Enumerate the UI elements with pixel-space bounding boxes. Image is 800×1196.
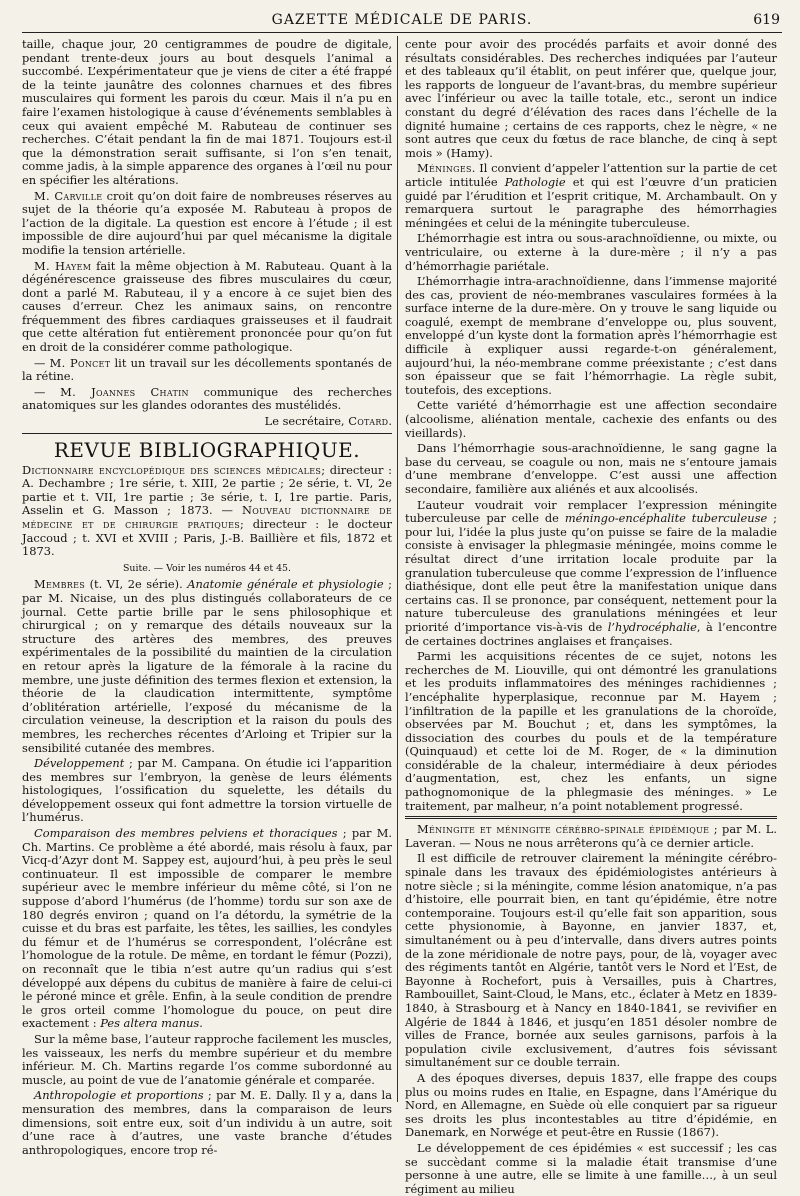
- speaker-name: M. Carville: [34, 188, 103, 203]
- entry-subheading: Comparaison des membres pelviens et thoraciques: [34, 826, 338, 841]
- column-divider: [397, 36, 398, 1102]
- paragraph: Sur la même base, l’auteur rapproche facilement les muscles, les vaisseaux, les nerfs du membre supérieur et du membre inférieur. M. Ch. Martins regarde l’os comme subordonné au muscle, au point de vue de l’anatomie générale et comparée.: [22, 1031, 392, 1087]
- paragraph: L’hémorrhagie est intra ou sous-arachnoïdienne, ou mixte, ou ventriculaire, ou externe à la dure-mère ; il n’y a pas d’hémorrhagie pariétale.: [405, 231, 777, 273]
- paragraph-text: croit qu’on doit faire de nombreuses réserves au sujet de la théorie qu’a exposée M. Rabuteau à propos de l’action de la digitale. La question est encore à l’étude ; il est impossible de dire aujourd’hui par quel mécanisme la digitale modifie la tension artérielle.: [22, 188, 393, 257]
- dash: —: [34, 355, 50, 370]
- paragraph-text: lit un travail sur les décollements spontanés de la rétine.: [22, 355, 393, 384]
- paragraph-text: ; par M. Campana. On étudie ici l’apparition des membres sur l’embryon, la genèse de leurs éléments histologiques, l’ossification du squelette, les détails du développement osseux qui font admettre la torsion virtuelle de l’humérus.: [22, 756, 392, 825]
- emphasis: méningo-encéphalite tuberculeuse: [564, 511, 768, 526]
- entry-heading: Méningite et méningite cérébro-spinale épidémique: [417, 822, 710, 837]
- paragraph: [22, 260, 392, 355]
- paragraph: [405, 823, 777, 850]
- signature: [22, 415, 392, 429]
- journal-title: GAZETTE MÉDICALE DE PARIS.: [271, 12, 533, 28]
- paragraph: [22, 1089, 392, 1157]
- paragraph: Cette variété d’hémorrhagie est une affection secondaire (alcoolisme, aliénation mentale, cachexie des enfants ou des vieillards).: [405, 398, 777, 440]
- paragraph: Le développement de ces épidémies « est successif ; les cas se succèdant comme si la maladie était transmise d’une personne à une autre, elle se limite à une famille…, à un seul régiment au milieu: [405, 1140, 777, 1196]
- speaker-name: M. Poncet: [49, 355, 111, 370]
- entry-heading: Méninges: [417, 161, 472, 176]
- paragraph: Dans l’hémorrhagie sous-arachnoïdienne, le sang gagne la base du cerveau, se coagule ou non, mais ne s’entoure jamais d’une membrane d’enveloppe. C’est aussi une affection secondaire, familière aux aliénés et aux alcoolisés.: [405, 441, 777, 496]
- paragraph-text: , à l’encontre de certaines doctrines anglaises et françaises.: [405, 619, 777, 648]
- continuation-note: Suite. — Voir les numéros 44 et 45.: [123, 562, 291, 574]
- entry-subheading: Anatomie générale et physiologie: [187, 577, 384, 592]
- paragraph-text: ; pour lui, l’idée la plus juste qu’on puisse se faire de la maladie consiste à envisager la phlegmasie méningée, moins comme le résultat direct d’une irritation locale produite par la granulation tuberculeuse que comme l’expression de l’influence diathésique, dont elle peut être la manifestation unique dans certains cas. Il se prononce, par conséquent, nettement pour la nature tuberculeuse des granulations méningées et leur priorité d’importance vis-à-vis de: [405, 511, 777, 634]
- paragraph: Parmi les acquisitions récentes de ce sujet, notons les recherches de M. Liouville, qui ont démontré les granulations et les produits inflammatoires des méninges rachidiennes ; l’encéphalite hyperplasique, reconnue par M. Hayem ; l’infiltration de la papille et les granulations de la choroïde, observées par M. Bouchut ; et, dans les symptômes, la dissociation des courbes du pouls et de la température (Quinquaud) et cette loi de M. Roger, de « la diminution considérable de la chaleur, intermédiaire à deux périodes d’augmentation, est, chez les enfants, un signe pathognomonique de la phlegmasie des méninges. » Le traitement, par malheur, n’a point notablement progressé.: [405, 649, 777, 813]
- latin-quote: Pes altera manus.: [100, 1016, 203, 1031]
- paragraph: [22, 827, 392, 1031]
- paragraph: [405, 162, 777, 230]
- section-rule: [405, 816, 777, 819]
- paragraph: cente pour avoir des procédés parfaits et avoir donné des résultats considérables. Des recherches indiquées par l’auteur et des tableaux qu’il établit, on peut inférer que, quelque jour, les rapports de longueur de l’avant-bras, du membre supérieur avec l’inférieur ou avec la taille totale, etc., seront un indice constant du degré d’élévation des races dans l’échelle de la dignité humaine ; certains de ces rapports, chez le nègre, « ne sont autres que ceux du fœtus de race blanche, de cinq à sept mois » (Hamy).: [405, 37, 777, 160]
- work-title: Nouveau dictionnaire de médecine et de chirurgie pratiques: [22, 503, 392, 531]
- signature-name: Cotard: [348, 414, 389, 429]
- emphasis: Pathologie: [504, 174, 566, 189]
- paragraph: L’hémorrhagie intra-arachnoïdienne, dans l’immense majorité des cas, provient de néo-membranes vasculaires formées à la surface interne de la dure-mère. On y trouve le sang liquide ou coagulé, exempt de membrane d’enveloppe ou, plus souvent, enveloppé d’un kyste dont la formation après l’hémorrhagie est difficile à expliquer aussi regarde-t-on généralement, aujourd’hui, la néo-membrane comme préexistante ; c’est dans son épaisseur que se fait l’hémorrhagie. La règle subit, toutefois, des exceptions.: [405, 274, 777, 397]
- entry-ref: (t. VI, 2e série).: [85, 577, 188, 592]
- emphasis: l’hydrocéphalie: [607, 619, 697, 634]
- paragraph: A des époques diverses, depuis 1837, elle frappe des coups plus ou moins rudes en Italie, en Espagne, dans l’Amérique du Nord, en Allemagne, en Suède où elle conquiert par sa rigueur ses droits les plus incontestables au titre d’épidémie, en Danemark, en Norwége et peut-être en Russie (1867).: [405, 1070, 777, 1140]
- paragraph-text: L’auteur voudrait voir remplacer l’expression méningite tuberculeuse par celle de: [405, 497, 777, 526]
- entry-heading: Membres: [34, 577, 86, 592]
- speaker-name: M. Joannes Chatin: [60, 384, 189, 399]
- paragraph: Il est difficile de retrouver clairement la méningite cérébro-spinale dans les travaux des épidémiologistes antérieurs à notre siècle ; si la méningite, comme lésion anatomique, n’a pas d’histoire, elle pourrait bien, en tant qu’épidémie, être notre contemporaine. Toujours est-il qu’elle fait son apparition, sous cette physionomie, à Bayonne, en janvier 1837, et, simultanément ou à peu d’intervalle, dans divers autres points de la zone méridionale de notre pays, pour, de là, voyager avec des régiments tantôt en Algérie, tantôt vers le Nord et l’Est, de Bayonne à Rochefort, puis à Versailles, puis à Chartres, Rambouillet, Saint-Cloud, le Mans, etc., éclater à Metz en 1839-1840, à Strasbourg et à Nancy en 1840-1841, se revivifier en Algérie de 1844 à 1846, et jusqu’en 1851 désoler nombre de villes de France, bornée aux seules garnisons, parfois à la population civile exclusivement, d’autres fois sévissant simultanément sur ce double terrain.: [405, 851, 777, 1070]
- right-column: [405, 37, 777, 1196]
- entry-subheading: Anthropologie et proportions: [34, 1088, 204, 1103]
- paragraph-text: ; par M. Nicaise, un des plus distingués collaborateurs de ce journal. Cette partie brille par le sens philosophique et chirurgical ; on y remarque des détails nouveaux sur la structure des artères des membres, des preuves expérimentales de la possibilité du maintien de la circulation en retour après la ligature de la fémorale à la racine du membre, une juste définition des termes flexion et extension, la théorie de la claudication intermittente, symptôme d’oblitération artérielle, l’exposé du mécanisme de la circulation veineuse, la description et la raison du pouls des membres, les recherches récentes d’Arloing et Tripier sur la sensibilité cutanée des membres.: [22, 577, 392, 755]
- bibliography-entry: [22, 464, 392, 559]
- section-title: REVUE BIBLIOGRAPHIQUE.: [53, 437, 361, 462]
- paragraph: [22, 190, 392, 258]
- paragraph-text: fait la même objection à M. Rabuteau. Quant à la dégénérescence graisseuse des fibres musculaires du cœur, dont a parlé M. Rabuteau, il y a encore à ce sujet bien des causes d’erreur. Chez les animaux sains, on rencontre fréquemment des fibres cardiaques graisseuses et il faudrait que cette altération fut entièrement prononcée pour qu’on fut en droit de la considérer comme pathologique.: [22, 258, 392, 355]
- signature-label: Le secrétaire,: [264, 414, 349, 429]
- paragraph: [22, 386, 392, 413]
- section-rule: [22, 433, 392, 434]
- entry-subheading: Développement: [34, 756, 125, 771]
- paragraph: [22, 578, 392, 755]
- dash: —: [34, 384, 61, 399]
- left-column: [22, 37, 393, 1157]
- paragraph: [22, 357, 392, 384]
- paragraph-text: et qui est l’œuvre d’un praticien guidé par l’érudition et l’esprit critique, M. Archambault. On y remarquera surtout le paragraphe des hémorrhagies méningées et celui de la méningite tuberculeuse.: [405, 174, 777, 230]
- speaker-name: M. Hayem: [34, 258, 92, 273]
- paragraph: [22, 757, 392, 825]
- paragraph-text: ; par M. Ch. Martins. Ce problème a été abordé, mais résolu à faux, par Vicq-d’Azyr dont M. Sappey est, aujourd’hui, à peu près le seul continuateur. Il est impossible de comparer le membre supérieur avec le membre inférieur du même côté, si l’on ne suppose d’abord l’humérus (de l’homme) tordu sur son axe de 180 degrés environ ; quand on l’a détordu, la symétrie de la cuisse et du bras est parfaite, les têtes, les saillies, les condyles du fémur et de l’humérus se correspondent, l’olécrâne est l’homologue de la rotule. De même, en tordant le fémur (Pozzi), on reconnaît que le tibia n’est autre qu’un radius qui s’est développé aux dépens du cubitus de manière à faire de celui-ci le péroné mince et grêle. Enfin, à la seule condition de prendre le gros orteil comme l’homologue du pouce, on peut dire exactement :: [22, 826, 392, 1031]
- paragraph: taille, chaque jour, 20 centigrammes de poudre de digitale, pendant trente-deux jours au bout desquels l’animal a succombé. L’expérimentateur que je viens de citer a été frappé de la teinte jaunâtre des colonnes charnues et des fibres musculaires qui forment les parois du cœur. Mais il n’a pu en faire l’examen histologique à cause d’événements semblables à ceux qui avaient empêché M. Rabuteau de continuer ses recherches. C’était pendant la fin de mai 1871. Toujours est-il que la démonstration serait suffisante, si l’on s’en tenait, comme jadis, à la simple apparence des organes à l’œil nu pour en spécifier les altérations.: [22, 37, 392, 187]
- signature-end: .: [388, 414, 392, 429]
- running-header: [22, 10, 782, 33]
- work-details: ; directeur : le docteur Jaccoud ; t. XVI et XVIII ; Paris, J.-B. Baillière et fils, 1872 et 1873.: [22, 517, 392, 559]
- paragraph: [405, 499, 777, 649]
- paragraph-text: communique des recherches anatomiques sur les glandes odorantes des mustélidés.: [22, 384, 392, 413]
- paragraph-text: ; par M. L. Laveran. — Nous ne nous arrêterons qu’à ce dernier article.: [405, 822, 777, 850]
- page-number: 619: [753, 12, 780, 28]
- work-title: Dictionnaire encyclopédique des sciences médicales: [22, 462, 322, 477]
- work-details: ; directeur : A. Dechambre ; 1re série, t. XIII, 2e partie ; 2e série, t. VI, 2e partie et t. VII, 1re partie ; 3e série, t. I, 1re partie. Paris, Asselin et G. Masson ; 1873. —: [22, 462, 392, 518]
- paragraph-text: . Il convient d’appeler l’attention sur la partie de cet article intitulée: [405, 161, 777, 189]
- paragraph-text: ; par M. E. Dally. Il y a, dans la mensuration des membres, dans la comparaison de leurs dimensions, soit entre eux, soit d’un individu à un autre, soit d’une race à d’autres, une vaste branche d’études anthropologiques, encore trop ré-: [22, 1088, 392, 1157]
